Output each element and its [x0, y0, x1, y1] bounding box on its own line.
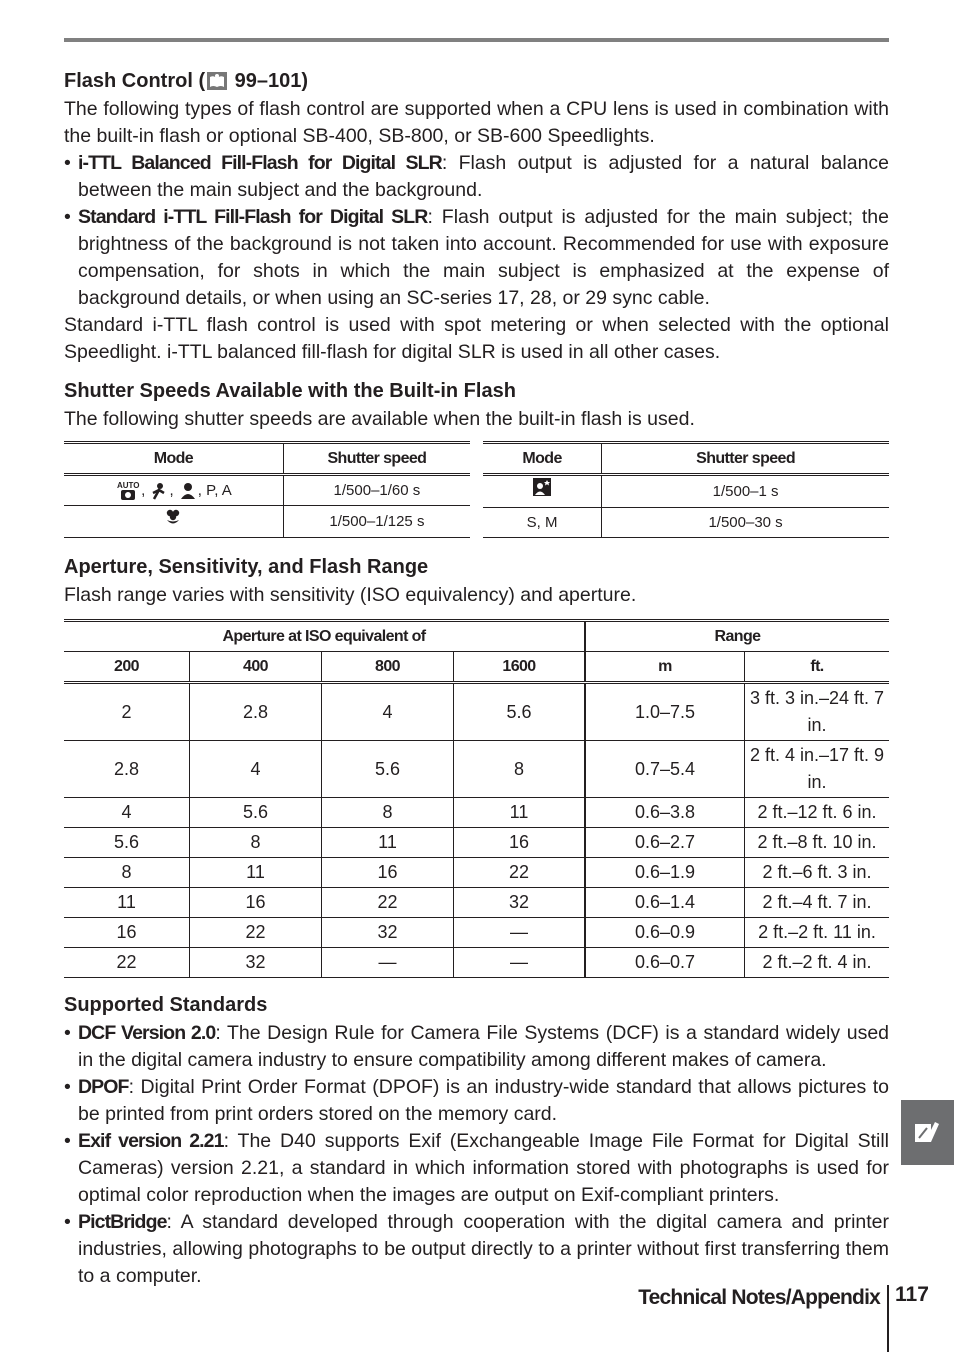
table-cell: 8 [64, 858, 190, 888]
standard-item-exif [64, 1128, 889, 1209]
table-cell: 16 [64, 918, 190, 948]
col-range-ft: ft. [745, 652, 890, 683]
col-iso-200: 200 [64, 652, 190, 683]
speed-cell: 1/500–1 s [602, 475, 889, 508]
table-cell: 4 [322, 683, 454, 741]
flash-desc: : Flash output is adjusted for the main subject; the brightness of the background is not taken into account. Recommended for use with exposure compensation, for shots in which the main subject is emphasized at the expense of background details, or when using an SC-series 17, 28, or 29 sync cable. [78, 206, 889, 309]
mode-cell: S, M [483, 508, 602, 538]
table-row [64, 683, 889, 741]
standards-list [64, 1020, 889, 1290]
col-shutter-speed: Shutter speed [283, 443, 470, 475]
flash-term: Standard i-TTL Fill-Flash for Digital SLR [78, 206, 428, 228]
flash-heading-text: Flash Control ( [64, 70, 206, 92]
table-cell: 8 [322, 798, 454, 828]
table-cell: 8 [454, 741, 586, 798]
flash-intro: The following types of flash control are supported when a CPU lens is used in combination with the built-in flash or optional SB-400, SB-800, or SB-600 Speedlights. [64, 98, 889, 147]
flash-range-table [64, 619, 889, 978]
standard-term: DCF Version 2.0 [78, 1022, 216, 1044]
flash-item-standard [64, 204, 889, 312]
table-row [483, 475, 889, 508]
child-mode-icon [149, 481, 169, 501]
table-row [64, 888, 889, 918]
table-cell: 5.6 [190, 798, 322, 828]
book-reference-icon [207, 72, 227, 90]
table-cell: — [322, 948, 454, 978]
footer-divider [887, 1285, 889, 1352]
col-mode: Mode [483, 443, 602, 475]
table-row [64, 948, 889, 978]
page-content [64, 66, 889, 1290]
group-range: Range [585, 621, 889, 652]
table-row [64, 741, 889, 798]
col-range-m: m [585, 652, 745, 683]
table-cell: 0.6–1.4 [585, 888, 745, 918]
table-cell: 11 [322, 828, 454, 858]
section-tab[interactable] [901, 1100, 954, 1165]
aperture-intro: Flash range varies with sensitivity (ISO equivalency) and aperture. [64, 584, 637, 606]
table-cell: 1.0–7.5 [585, 683, 745, 741]
macro-flower-icon [163, 507, 183, 527]
shutter-table-left [64, 441, 470, 538]
speed-cell: 1/500–1/60 s [283, 475, 470, 506]
shutter-tables [64, 441, 889, 538]
table-row [64, 798, 889, 828]
table-cell: 11 [454, 798, 586, 828]
flash-heading-pages: 99–101) [229, 70, 309, 92]
table-row [64, 506, 470, 538]
table-cell: 0.6–2.7 [585, 828, 745, 858]
table-cell: 11 [190, 858, 322, 888]
table-cell: 2.8 [190, 683, 322, 741]
standard-item-pictbridge [64, 1209, 889, 1290]
table-cell: 32 [322, 918, 454, 948]
standards-heading: Supported Standards [64, 994, 268, 1016]
table-cell: 22 [454, 858, 586, 888]
table-cell: 2.8 [64, 741, 190, 798]
table-row [64, 858, 889, 888]
table-cell: 2 ft.–2 ft. 11 in. [745, 918, 890, 948]
flash-list [64, 150, 889, 312]
table-cell: 2 ft.–2 ft. 4 in. [745, 948, 890, 978]
table-cell: 4 [64, 798, 190, 828]
table-cell: 5.6 [454, 683, 586, 741]
table-cell: 22 [64, 948, 190, 978]
auto-mode-icon [115, 480, 141, 502]
table-row [64, 918, 889, 948]
flash-desc: : Flash output is adjusted for a natural balance between the main subject and the background. [78, 152, 890, 201]
standard-term: PictBridge [78, 1211, 167, 1233]
shutter-table-right [483, 441, 889, 538]
table-cell: 5.6 [322, 741, 454, 798]
standard-item-dcf [64, 1020, 889, 1074]
table-cell: 16 [454, 828, 586, 858]
footer-section-title: Technical Notes/Appendix [638, 1286, 880, 1309]
table-cell: 22 [190, 918, 322, 948]
table-cell: 2 ft. 4 in.–17 ft. 9 in. [745, 741, 890, 798]
standard-term: DPOF [78, 1076, 129, 1098]
table-cell: — [454, 948, 586, 978]
table-cell: 2 [64, 683, 190, 741]
table-cell: 0.6–0.9 [585, 918, 745, 948]
table-cell: 2 ft.–6 ft. 3 in. [745, 858, 890, 888]
table-row [483, 508, 889, 538]
table-cell: 0.6–3.8 [585, 798, 745, 828]
table-cell: 2 ft.–12 ft. 6 in. [745, 798, 890, 828]
table-row [64, 475, 470, 506]
table-cell: 0.6–1.9 [585, 858, 745, 888]
range-body [64, 683, 889, 978]
flash-control-heading [64, 66, 889, 96]
close-up-portrait-icon [178, 481, 198, 501]
standard-desc: : Digital Print Order Format (DPOF) is an industry-wide standard that allows pictures to be printed from print orders stored on the memory card. [78, 1076, 889, 1125]
shutter-heading: Shutter Speeds Available with the Built-in Flash [64, 380, 516, 402]
table-cell: 0.6–0.7 [585, 948, 745, 978]
table-cell: 22 [322, 888, 454, 918]
table-cell: 2 ft.–4 ft. 7 in. [745, 888, 890, 918]
notes-section-icon [901, 1100, 954, 1165]
standard-term: Exif version 2.21 [78, 1130, 224, 1152]
mode-cell [64, 506, 283, 538]
table-cell: 16 [322, 858, 454, 888]
col-iso-800: 800 [322, 652, 454, 683]
svg-text:AUTO: AUTO [117, 481, 140, 491]
table-cell: 0.7–5.4 [585, 741, 745, 798]
table-row [64, 828, 889, 858]
standard-desc: : The Design Rule for Camera File Systems (DCF) is a standard widely used in the digital camera industry to ensure compatibility among different makes of camera. [78, 1022, 890, 1071]
flash-term: i-TTL Balanced Fill-Flash for Digital SLR [78, 152, 442, 174]
speed-cell: 1/500–1/125 s [283, 506, 470, 538]
col-mode: Mode [64, 443, 283, 475]
table-cell: 32 [454, 888, 586, 918]
mode-cell [483, 475, 602, 508]
table-cell: 2 ft.–8 ft. 10 in. [745, 828, 890, 858]
mode-text: , P, A [197, 482, 232, 499]
table-cell: 11 [64, 888, 190, 918]
table-cell: 8 [190, 828, 322, 858]
group-aperture: Aperture at ISO equivalent of [64, 621, 585, 652]
col-shutter-speed: Shutter speed [602, 443, 889, 475]
table-cell: 5.6 [64, 828, 190, 858]
col-iso-400: 400 [190, 652, 322, 683]
night-portrait-icon [532, 477, 552, 497]
table-cell: 16 [190, 888, 322, 918]
top-rule [64, 38, 889, 42]
standard-item-dpof [64, 1074, 889, 1128]
mode-cell: AUTO , , , P, A [64, 475, 283, 506]
table-cell: 4 [190, 741, 322, 798]
standard-desc: : A standard developed through cooperation with the digital camera and printer industries, allowing photographs to be output directly to a printer without first transferring them to a computer. [78, 1211, 889, 1287]
flash-item-balanced [64, 150, 889, 204]
shutter-intro: The following shutter speeds are available when the built-in flash is used. [64, 408, 695, 430]
col-iso-1600: 1600 [454, 652, 586, 683]
page-number: 117 [895, 1283, 929, 1306]
table-cell: 3 ft. 3 in.–24 ft. 7 in. [745, 683, 890, 741]
speed-cell: 1/500–30 s [602, 508, 889, 538]
table-cell: 32 [190, 948, 322, 978]
flash-outro: Standard i-TTL flash control is used with spot metering or when selected with the optional Speedlight. i-TTL balanced fill-flash for digital SLR is used in all other cases. [64, 314, 889, 363]
aperture-heading: Aperture, Sensitivity, and Flash Range [64, 556, 429, 578]
table-cell: — [454, 918, 586, 948]
standard-desc: : The D40 supports Exif (Exchangeable Image File Format for Digital Still Cameras) version 2.21, a standard in which information stored with photographs is used for optimal color reproduction when the images are output on Exif-compliant printers. [78, 1130, 889, 1206]
